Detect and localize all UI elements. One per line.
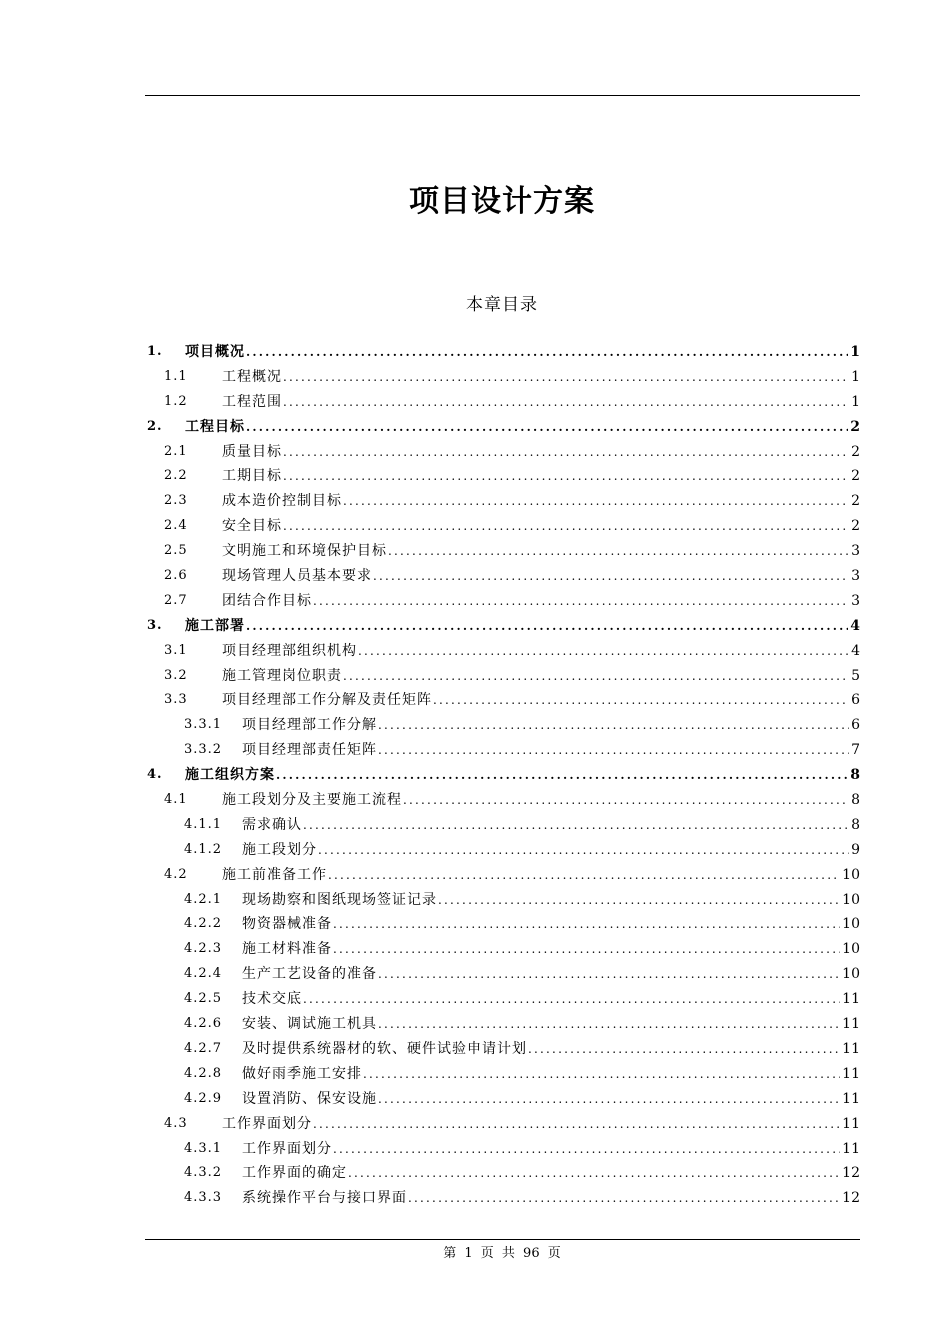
toc-entry-number: 4.2.1 [184, 891, 223, 907]
toc-entry[interactable] [145, 489, 860, 514]
toc-entry-title: 团结合作目标 [222, 592, 312, 609]
table-of-contents [145, 340, 860, 1211]
toc-entry-line [242, 1012, 860, 1037]
toc-entry-page: 2 [851, 493, 860, 510]
toc-entry[interactable] [145, 1112, 860, 1137]
toc-entry-page: 1 [851, 368, 860, 385]
toc-entry-number: 4.2.3 [184, 941, 223, 957]
toc-entry[interactable] [145, 340, 860, 365]
toc-entry-title: 质量目标 [222, 443, 282, 460]
toc-entry-line [222, 489, 860, 514]
toc-dot-leader [528, 1037, 840, 1062]
toc-entry[interactable] [145, 1062, 860, 1087]
toc-entry-number: 4.3.2 [184, 1165, 223, 1181]
toc-entry-page: 11 [842, 1115, 860, 1132]
toc-dot-leader [363, 1062, 840, 1087]
toc-entry-title: 施工管理岗位职责 [222, 667, 342, 684]
toc-entry-number: 3.3.2 [184, 742, 223, 758]
toc-entry-page: 11 [842, 1016, 860, 1033]
toc-dot-leader [246, 340, 848, 365]
toc-entry-title: 施工段划分及主要施工流程 [222, 792, 402, 809]
toc-entry[interactable] [145, 688, 860, 713]
toc-entry-line [222, 639, 860, 664]
toc-dot-leader [373, 564, 849, 589]
toc-dot-leader [438, 888, 840, 913]
header-rule [145, 95, 860, 96]
toc-entry-page: 11 [842, 1040, 860, 1057]
toc-dot-leader [343, 664, 849, 689]
toc-entry[interactable] [145, 614, 860, 639]
toc-entry-number: 4.2 [164, 866, 188, 882]
footer-rule [145, 1239, 860, 1240]
toc-dot-leader [403, 788, 849, 813]
toc-entry-title: 工程范围 [222, 393, 282, 410]
toc-entry-title: 安全目标 [222, 518, 282, 535]
toc-entry-title: 项目经理部工作分解及责任矩阵 [222, 692, 432, 709]
toc-entry[interactable] [145, 738, 860, 763]
toc-entry-number: 4.3.1 [184, 1140, 223, 1156]
toc-entry-line [242, 1062, 860, 1087]
toc-entry-page: 5 [851, 667, 860, 684]
toc-entry-line [242, 813, 860, 838]
toc-entry-line [222, 788, 860, 813]
toc-entry[interactable] [145, 564, 860, 589]
toc-dot-leader [328, 863, 840, 888]
toc-entry-title: 技术交底 [242, 991, 302, 1008]
toc-entry-page: 8 [851, 792, 860, 809]
toc-entry-line [242, 838, 860, 863]
toc-entry-page: 4 [850, 617, 860, 634]
toc-entry-line [185, 415, 860, 440]
toc-entry-page: 2 [851, 443, 860, 460]
toc-entry-number: 2. [147, 418, 163, 434]
toc-dot-leader [378, 1087, 840, 1112]
toc-dot-leader [378, 1012, 840, 1037]
toc-entry-title: 工期目标 [222, 468, 282, 485]
toc-entry[interactable] [145, 863, 860, 888]
toc-entry-number: 4. [147, 767, 163, 783]
toc-entry[interactable] [145, 987, 860, 1012]
toc-entry-number: 1.1 [164, 368, 188, 384]
toc-entry-page: 10 [842, 941, 860, 958]
toc-entry-page: 7 [851, 742, 860, 759]
toc-entry[interactable] [145, 788, 860, 813]
toc-entry-title: 施工材料准备 [242, 941, 332, 958]
toc-entry-number: 3.1 [164, 642, 188, 658]
toc-entry[interactable] [145, 1012, 860, 1037]
toc-entry-page: 9 [851, 841, 860, 858]
toc-entry[interactable] [145, 664, 860, 689]
toc-dot-leader [433, 688, 849, 713]
toc-dot-leader [348, 1161, 840, 1186]
toc-dot-leader [358, 639, 849, 664]
document-title: 项目设计方案 [409, 184, 595, 219]
toc-entry-line [242, 888, 860, 913]
toc-entry-title: 工程概况 [222, 368, 282, 385]
toc-entry-line [222, 863, 860, 888]
toc-heading: 本章目录 [466, 295, 538, 315]
toc-entry-number: 3. [147, 617, 163, 633]
toc-entry-title: 项目经理部工作分解 [242, 717, 377, 734]
toc-entry-page: 2 [851, 468, 860, 485]
toc-entry-title: 施工部署 [185, 617, 245, 634]
toc-entry-title: 系统操作平台与接口界面 [242, 1190, 407, 1207]
toc-entry-line [242, 1037, 860, 1062]
toc-entry-line [222, 365, 860, 390]
toc-entry-page: 1 [851, 393, 860, 410]
toc-dot-leader [283, 390, 849, 415]
toc-entry-line [222, 390, 860, 415]
toc-entry[interactable] [145, 838, 860, 863]
toc-entry-title: 及时提供系统器材的软、硬件试验申请计划 [242, 1040, 527, 1057]
toc-entry-page: 12 [842, 1165, 860, 1182]
toc-entry[interactable] [145, 639, 860, 664]
toc-entry-page: 11 [842, 1140, 860, 1157]
toc-entry-title: 施工段划分 [242, 841, 317, 858]
toc-dot-leader [333, 912, 840, 937]
toc-entry-number: 2.4 [164, 518, 188, 534]
toc-entry-number: 2.1 [164, 443, 188, 459]
toc-dot-leader [283, 440, 849, 465]
toc-dot-leader [313, 1112, 840, 1137]
toc-entry[interactable] [145, 962, 860, 987]
toc-dot-leader [283, 464, 849, 489]
toc-entry-number: 1.2 [164, 393, 188, 409]
toc-entry-page: 10 [842, 866, 860, 883]
toc-dot-leader [303, 987, 840, 1012]
toc-entry-number: 2.5 [164, 543, 188, 559]
toc-entry-title: 项目概况 [185, 344, 245, 360]
toc-entry-number: 4.1 [164, 792, 188, 808]
toc-dot-leader [283, 365, 849, 390]
toc-entry-line [222, 464, 860, 489]
toc-entry-line [222, 539, 860, 564]
toc-entry[interactable] [145, 365, 860, 390]
toc-entry-page: 11 [842, 1065, 860, 1082]
toc-entry-line [242, 1161, 860, 1186]
toc-entry-title: 施工前准备工作 [222, 866, 327, 883]
toc-dot-leader [333, 1137, 840, 1162]
toc-entry-line [242, 987, 860, 1012]
toc-entry-title: 工作界面划分 [222, 1115, 312, 1132]
toc-dot-leader [378, 962, 840, 987]
toc-entry[interactable] [145, 813, 860, 838]
toc-entry-title: 做好雨季施工安排 [242, 1065, 362, 1082]
toc-entry-line [242, 1087, 860, 1112]
toc-entry-title: 现场勘察和图纸现场签证记录 [242, 891, 437, 908]
toc-entry-page: 1 [850, 344, 860, 360]
toc-entry-title: 设置消防、保安设施 [242, 1090, 377, 1107]
toc-entry[interactable] [145, 912, 860, 937]
toc-entry-number: 4.3 [164, 1115, 188, 1131]
toc-entry-number: 4.2.8 [184, 1065, 223, 1081]
toc-entry-number: 4.2.6 [184, 1016, 223, 1032]
toc-entry-number: 4.2.9 [184, 1090, 223, 1106]
toc-dot-leader [303, 813, 849, 838]
toc-entry-title: 工作界面的确定 [242, 1165, 347, 1182]
toc-dot-leader [343, 489, 849, 514]
toc-entry-number: 4.2.4 [184, 966, 223, 982]
toc-entry-number: 4.2.7 [184, 1040, 223, 1056]
toc-entry-line [222, 440, 860, 465]
toc-entry-line [222, 688, 860, 713]
toc-entry-title: 安装、调试施工机具 [242, 1016, 377, 1033]
toc-entry[interactable] [145, 763, 860, 788]
toc-entry-number: 2.3 [164, 493, 188, 509]
toc-entry-title: 工作界面划分 [242, 1140, 332, 1157]
toc-entry-number: 3.3 [164, 692, 188, 708]
toc-entry[interactable] [145, 937, 860, 962]
toc-dot-leader [313, 589, 849, 614]
toc-entry[interactable] [145, 415, 860, 440]
toc-entry[interactable] [145, 1186, 860, 1211]
toc-dot-leader [276, 763, 848, 788]
toc-entry-number: 3.2 [164, 667, 188, 683]
toc-entry-page: 8 [851, 816, 860, 833]
toc-entry-line [185, 614, 860, 639]
toc-entry-line [242, 1186, 860, 1211]
toc-entry-line [222, 514, 860, 539]
toc-entry-number: 2.6 [164, 568, 188, 584]
toc-entry-title: 工程目标 [185, 418, 245, 435]
toc-entry-page: 10 [842, 916, 860, 933]
toc-entry[interactable] [145, 1037, 860, 1062]
toc-dot-leader [408, 1186, 840, 1211]
toc-entry-page: 10 [842, 966, 860, 983]
toc-entry-line [185, 763, 860, 788]
toc-entry[interactable] [145, 440, 860, 465]
toc-entry-line [242, 912, 860, 937]
toc-dot-leader [283, 514, 849, 539]
toc-entry-line [242, 962, 860, 987]
toc-entry-line [222, 564, 860, 589]
toc-entry-page: 3 [851, 568, 860, 585]
toc-entry-page: 2 [851, 518, 860, 535]
toc-entry-line [185, 340, 860, 365]
toc-entry-number: 4.2.5 [184, 991, 223, 1007]
toc-entry-line [222, 664, 860, 689]
toc-dot-leader [246, 614, 848, 639]
toc-dot-leader [318, 838, 849, 863]
toc-dot-leader [246, 415, 848, 440]
toc-entry-page: 4 [851, 642, 860, 659]
toc-entry[interactable] [145, 514, 860, 539]
toc-entry-line [242, 937, 860, 962]
toc-entry[interactable] [145, 713, 860, 738]
toc-dot-leader [378, 738, 849, 763]
toc-entry-line [242, 713, 860, 738]
toc-entry-number: 3.3.1 [184, 717, 223, 733]
toc-entry-page: 2 [850, 418, 860, 435]
toc-entry-title: 生产工艺设备的准备 [242, 966, 377, 983]
toc-entry[interactable] [145, 390, 860, 415]
toc-entry-page: 3 [851, 543, 860, 560]
toc-entry-number: 2.7 [164, 592, 188, 608]
toc-entry-page: 10 [842, 891, 860, 908]
toc-entry-title: 需求确认 [242, 816, 302, 833]
toc-entry-number: 4.1.2 [184, 841, 223, 857]
toc-dot-leader [378, 713, 849, 738]
toc-entry-number: 2.2 [164, 468, 188, 484]
toc-entry-title: 物资器械准备 [242, 916, 332, 933]
toc-entry[interactable] [145, 1087, 860, 1112]
toc-dot-leader [388, 539, 849, 564]
toc-entry-title: 成本造价控制目标 [222, 493, 342, 510]
toc-entry-number: 4.2.2 [184, 916, 223, 932]
toc-entry-page: 8 [850, 767, 860, 784]
toc-entry-number: 4.1.1 [184, 816, 223, 832]
toc-entry-title: 施工组织方案 [185, 767, 275, 784]
toc-entry[interactable] [145, 539, 860, 564]
toc-entry-page: 11 [842, 991, 860, 1008]
toc-entry[interactable] [145, 1161, 860, 1186]
toc-entry[interactable] [145, 888, 860, 913]
toc-entry-line [222, 589, 860, 614]
toc-dot-leader [333, 937, 840, 962]
toc-entry-number: 1. [147, 344, 163, 359]
page-footer: 第 1 页 共 96 页 [443, 1246, 561, 1261]
toc-entry-page: 6 [851, 692, 860, 709]
toc-entry-page: 6 [851, 717, 860, 734]
toc-entry-line [222, 1112, 860, 1137]
toc-entry-title: 项目经理部组织机构 [222, 642, 357, 659]
toc-entry-page: 11 [842, 1090, 860, 1107]
toc-entry-page: 12 [842, 1190, 860, 1207]
toc-entry-title: 现场管理人员基本要求 [222, 568, 372, 585]
toc-entry-title: 文明施工和环境保护目标 [222, 543, 387, 560]
toc-entry-line [242, 738, 860, 763]
toc-entry[interactable] [145, 464, 860, 489]
toc-entry-number: 4.3.3 [184, 1190, 223, 1206]
toc-entry-page: 3 [851, 592, 860, 609]
toc-entry[interactable] [145, 589, 860, 614]
toc-entry[interactable] [145, 1137, 860, 1162]
toc-entry-title: 项目经理部责任矩阵 [242, 742, 377, 759]
toc-entry-line [242, 1137, 860, 1162]
